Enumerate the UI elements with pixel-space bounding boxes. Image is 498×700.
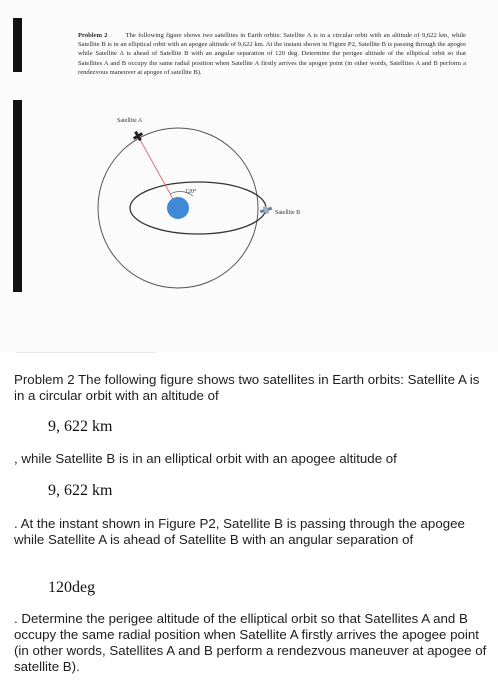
angle-label: 120°	[185, 189, 197, 195]
scan-edge-mark	[13, 100, 22, 292]
math-apogee-b: 9, 622 km	[48, 482, 113, 499]
scan-edge-mark	[13, 18, 22, 72]
problem-label: Problem 2	[78, 32, 108, 39]
math-angular-separation: 120deg	[48, 579, 96, 596]
satellite-a-label: Satellite A	[117, 118, 143, 124]
elliptical-orbit-b	[130, 182, 266, 234]
problem-statement-scan	[78, 31, 466, 77]
paragraph-2: , while Satellite B is in an elliptical orbit with an apogee altitude of	[14, 451, 397, 466]
orbit-figure	[90, 110, 330, 300]
satellite-b-label: Satellite B	[275, 210, 301, 216]
paragraph-4: . Determine the perigee altitude of the elliptical orbit so that Satellites A and B occupy the same radial position when Satellite A firstly arrives the apogee point (in other words, Satellites A and B perform a rendezvous maneuver at apogee of satellite B).	[14, 611, 487, 674]
separation-line	[138, 136, 178, 208]
math-altitude-a: 9, 622 km	[48, 418, 113, 435]
paragraph-1: Problem 2 The following figure shows two satellites in Earth orbits: Satellite A is in a circular orbit with an altitude of	[14, 372, 480, 403]
earth	[167, 197, 189, 219]
paragraph-3: . At the instant shown in Figure P2, Satellite B is passing through the apogee while Satellite A is ahead of Satellite B with an angular separation of	[14, 516, 465, 547]
problem-body: The following figure shows two satellites in Earth orbits: Satellite A is in a circular orbit with an altitude of 9,622 km, while Satellite B is in an elliptical orbit with an apogee altitude of 9,622 km. At the instant shown in Figure P2, Satellite B is passing through the apogee while Satellite A is ahead of Satellite B with an angular separation of 120 deg. Determine the perigee altitude of the elliptical orbit so that Satellites A and B occupy the same radial position when Satellite A firstly arrives the apogee point (in other words, Satellites A and B perform a rendezvous maneuver at apogee of satellite B).	[78, 32, 466, 76]
satellite-b-icon	[259, 204, 273, 215]
divider	[16, 352, 156, 353]
